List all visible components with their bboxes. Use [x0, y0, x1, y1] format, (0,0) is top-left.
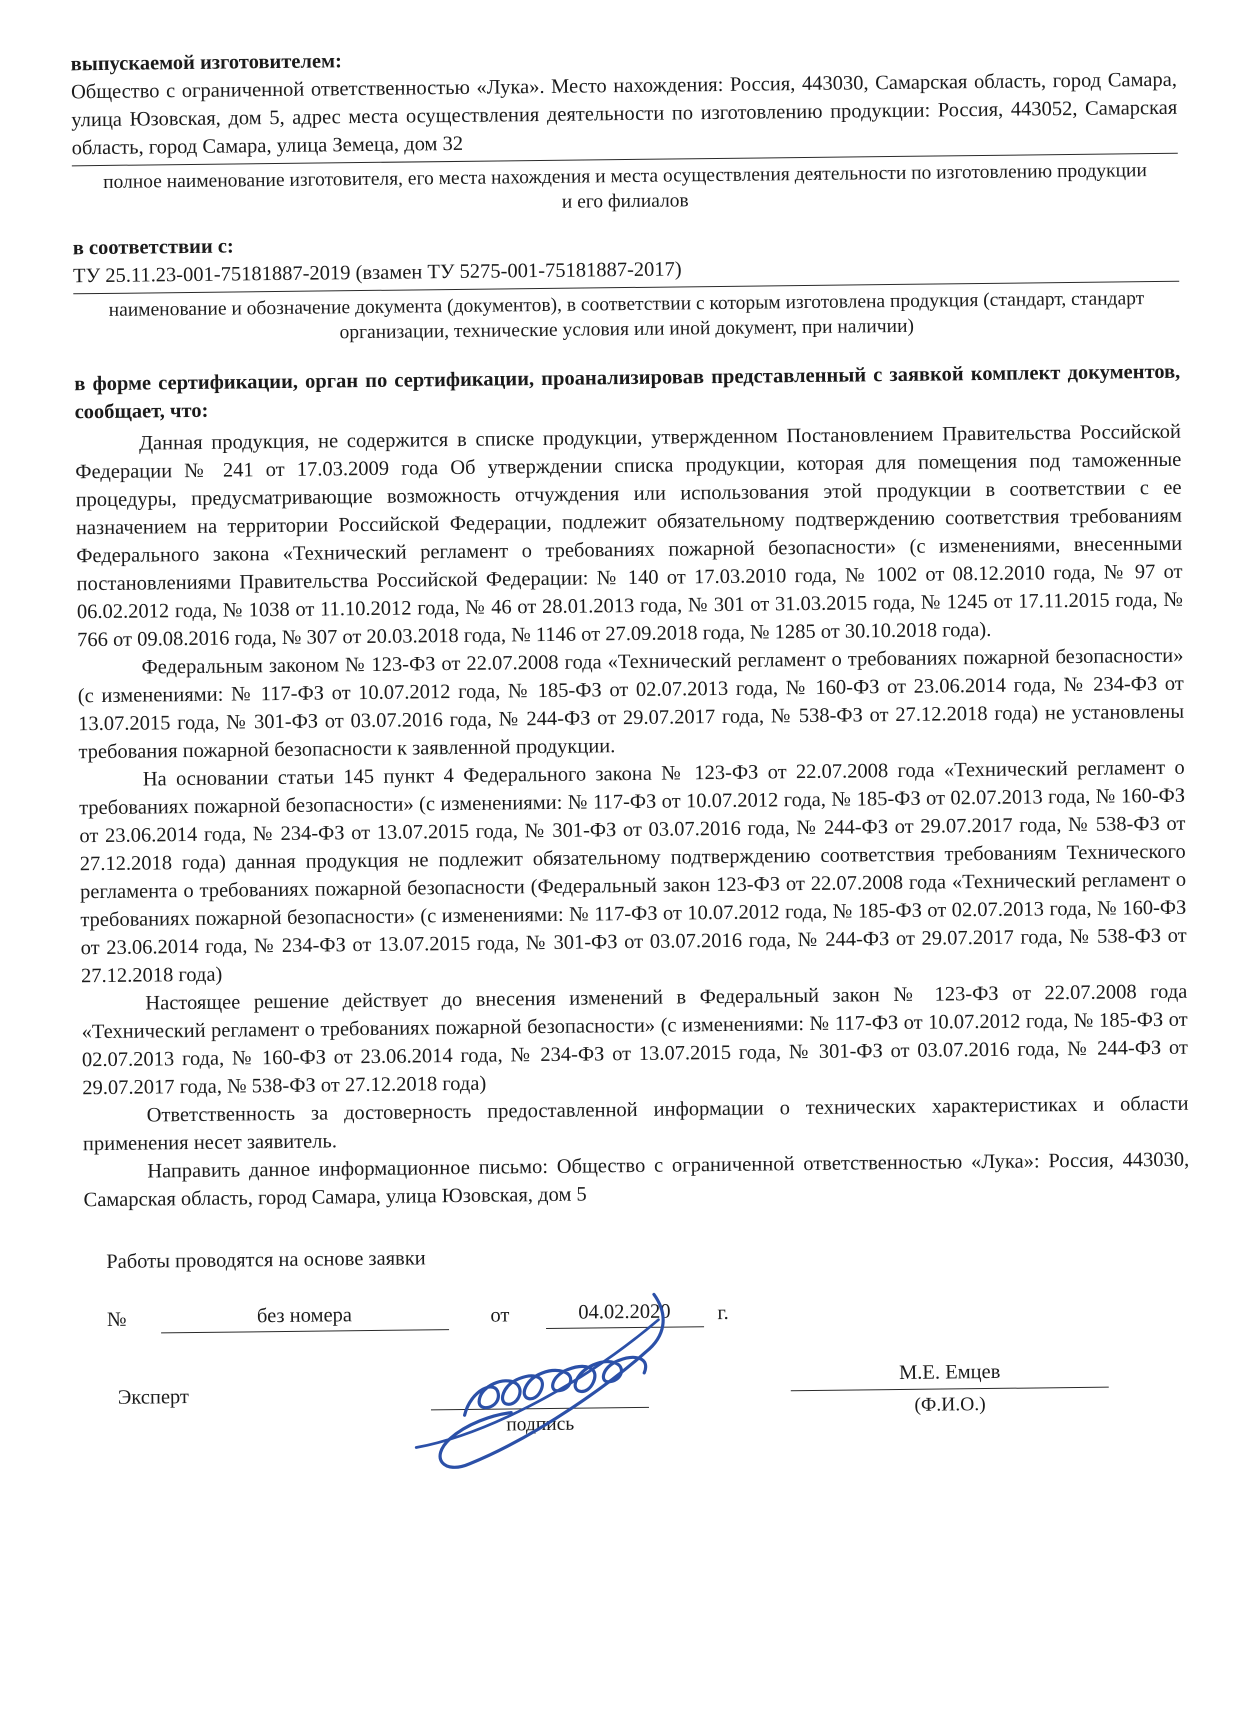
body-paragraph: Ответственность за достоверность предоставленной информации о технических характеристиках и области применения несет заявитель. — [82, 1092, 1189, 1156]
signature-caption: подпись — [506, 1413, 575, 1436]
manufacturer-caption: полное наименование изготовителя, его места нахождения и места осуществления деятельности по изготовлению продукции и его филиалов — [103, 160, 1147, 213]
body-paragraph: Федеральным законом № 123-ФЗ от 22.07.2008 года «Технический регламент о требованиях пожарной безопасности» (с изменениями: № 117-ФЗ от 10.07.2012 года, № 185-ФЗ от 02.07.2013 года, № 160-ФЗ от 23.06.2014 года, № 234-ФЗ от 13.07.2015 года, № 301-ФЗ от 03.07.2016 года, № 244-ФЗ от 29.07.2017 года, № 538-ФЗ от 27.12.2018 года) не установлены требования пожарной безопасности к заявленной продукции. — [77, 644, 1185, 764]
compliance-value: ТУ 25.11.23-001-75181887-2019 (взамен ТУ 5275-001-75181887-2017) — [73, 250, 1179, 295]
application-date-field: 04.02.2020 — [545, 1297, 703, 1329]
number-label: № — [106, 1308, 127, 1331]
signature-line — [431, 1362, 650, 1410]
body-paragraph: Направить данное информационное письмо: Общество с ограниченной ответственностью «Лука»: Россия, 443030, Самарская область, город Самара, улица Юзовская, дом 5 — [83, 1148, 1190, 1212]
application-number-row — [85, 1292, 1191, 1335]
body-paragraph: На основании статьи 145 пункт 4 Федерального закона № 123-ФЗ от 22.07.2008 года «Технический регламент о требованиях пожарной безопасности» (с изменениями: № 117-ФЗ от 10.07.2012 года, № 185-ФЗ от 02.07.2013 года, № 160-ФЗ от 23.06.2014 года, № 234-ФЗ от 13.07.2015 года, № 301-ФЗ от 03.07.2016 года, № 244-ФЗ от 29.07.2017 года, № 538-ФЗ от 27.12.2018 года) данная продукция не подлежит обязательному подтверждению соответствия требованиям Технического регламента о требованиях пожарной безопасности (Федеральный закон 123-ФЗ от 22.07.2008 года «Технический регламент о требованиях пожарной безопасности» (с изменениями: № 117-ФЗ от 10.07.2012 года, № 185-ФЗ от 02.07.2013 года, № 160-ФЗ от 23.06.2014 года, № 234-ФЗ от 13.07.2015 года, № 301-ФЗ от 03.07.2016 года, № 244-ФЗ от 29.07.2017 года, № 538-ФЗ от 27.12.2018 года) — [79, 756, 1187, 988]
body-text — [75, 418, 1190, 1214]
manufacturer-heading: выпускаемой изготовителем: — [70, 50, 342, 76]
body-paragraph: Настоящее решение действует до внесения изменений в Федеральный закон № 123-ФЗ от 22.07.2008 года «Технический регламент о требованиях пожарной безопасности» (с изменениями: № 117-ФЗ от 10.07.2012 года, № 185-ФЗ от 02.07.2013 года, № 160-ФЗ от 23.06.2014 года, № 234-ФЗ от 13.07.2015 года, № 301-ФЗ от 03.07.2016 года, № 244-ФЗ от 29.07.2017 года, № 538-ФЗ от 27.12.2018 года) — [81, 980, 1189, 1100]
manufacturer-text: Общество с ограниченной ответственностью «Лука». Место нахождения: Россия, 443030, Самарская область, город Самара, улица Юзовская, дом 5, адрес места осуществления деятельности по изготовлению продукции: Россия, 443052, Самарская область, город Самара, улица Земеца, дом 32 — [71, 66, 1178, 167]
expert-name-block — [791, 1357, 1110, 1422]
expert-label: Эксперт — [117, 1386, 190, 1409]
works-basis-line: Работы проводятся на основе заявки — [106, 1247, 426, 1273]
from-label: от — [490, 1304, 510, 1327]
compliance-heading: в соответствии с: — [72, 235, 234, 260]
signature-area — [431, 1362, 650, 1440]
year-label: г. — [717, 1301, 729, 1325]
statement-heading: в форме сертификации, орган по сертификации, проанализировав представленный с заявкой комплект документов, сообщает, что: — [74, 360, 1181, 424]
body-paragraph: Данная продукция, не содержится в списке продукции, утвержденном Постановлением Правительства Российской Федерации № 241 от 17.03.2009 года Об утверждении списка продукции, которая для помещения под таможенные процедуры, предусматривающие возможность отчуждения или использования этой продукции в соответствии с ее назначением на территории Российской Федерации, подлежит обязательному подтверждению соответствия требованиям Федерального закона «Технический регламент о требованиях пожарной безопасности» (с изменениями, внесенными постановлениями Правительства Российской Федерации: № 140 от 17.03.2010 года, № 1002 от 08.12.2010 года, № 97 от 06.02.2012 года, № 1038 от 11.10.2012 года, № 46 от 28.01.2013 года, № 301 от 31.03.2015 года, № 1245 от 17.11.2015 года, № 766 от 09.08.2016 года, № 307 от 20.03.2018 года, № 1146 от 27.09.2018 года, № 1285 от 30.10.2018 года). — [75, 420, 1183, 652]
compliance-caption: наименование и обозначение документа (документов), в соответствии с которым изготовлена продукция (стандарт, стандарт организации, технические условия или иной документ, при наличии) — [108, 288, 1145, 344]
expert-name: М.Е. Емцев — [791, 1357, 1109, 1392]
signing-row — [85, 1356, 1192, 1445]
application-number-field: без номера — [160, 1300, 448, 1333]
name-caption: (Ф.И.О.) — [914, 1394, 986, 1416]
